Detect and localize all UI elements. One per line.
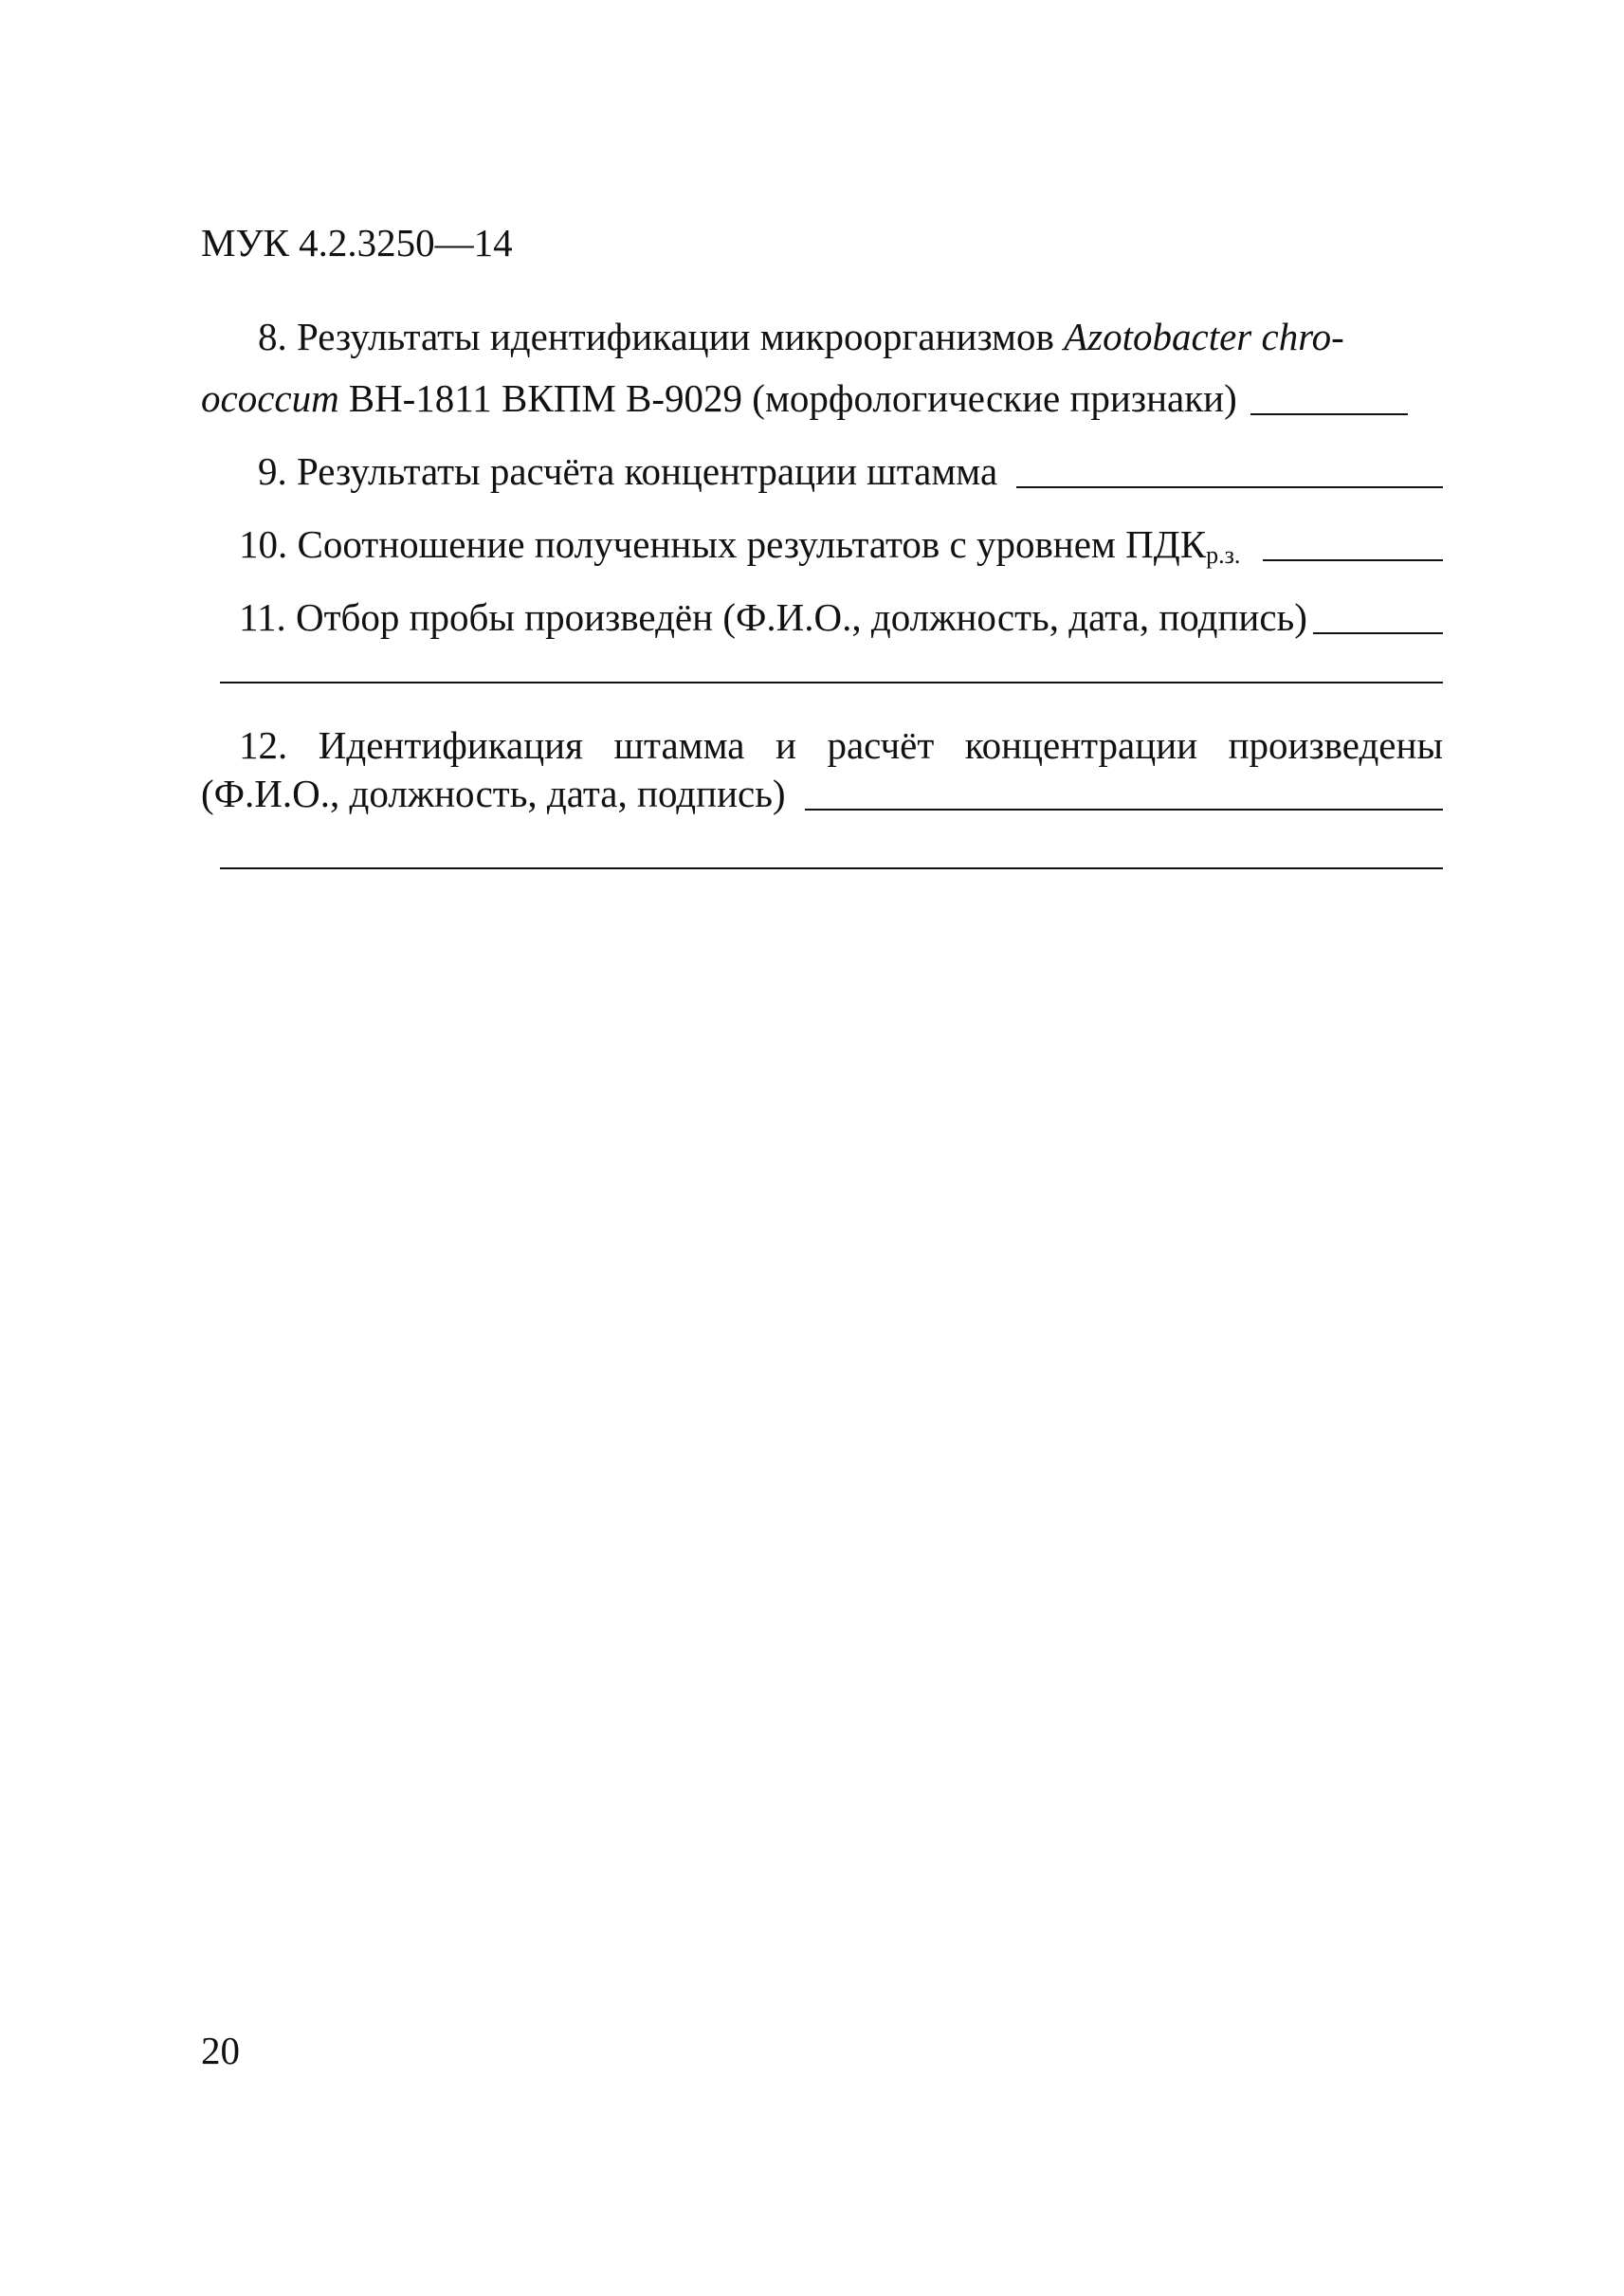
item-12-answer-line[interactable] (805, 808, 1443, 811)
item-8-species-part-b: ococcum (201, 376, 339, 420)
item-8-answer-line[interactable] (1250, 412, 1408, 415)
item-12-identification-by (201, 721, 1443, 770)
item-8-identification-results (201, 313, 1443, 361)
item-12-second-line (201, 770, 1443, 818)
item-8-lead-text: 8. Результаты идентификации микроорганизмов (258, 315, 1054, 358)
item-10-subscript: р.з. (1206, 541, 1241, 569)
item-11-sampling-by (201, 593, 1443, 642)
item-11-continuation-line[interactable] (220, 680, 1443, 683)
form-content (201, 313, 1443, 894)
item-11-text: 11. Отбор пробы произведён (Ф.И.О., должность, дата, подпись) (239, 595, 1307, 639)
item-10-main-text: 10. Соотношение полученных результатов с уровнем ПДК (239, 522, 1207, 566)
page-number: 20 (201, 2029, 240, 2072)
item-9-answer-line[interactable] (1016, 485, 1443, 488)
item-8-species-part-a: Azotobacter chro- (1064, 315, 1344, 358)
item-9-text: 9. Результаты расчёта концентрации штамма (258, 449, 998, 493)
document-code-header: МУК 4.2.3250—14 (201, 221, 513, 264)
item-10-mpc-comparison (201, 520, 1443, 569)
item-12-line-1: 12. Идентификация штамма и расчёт концентрации произведены (239, 723, 1443, 767)
item-12-line-2: (Ф.И.О., должность, дата, подпись) (201, 772, 786, 815)
item-10-text (239, 520, 1240, 569)
item-8-rest-text: ВН-1811 ВКПМ В-9029 (морфологические признаки) (348, 376, 1237, 420)
item-12-continuation-line[interactable] (220, 866, 1443, 869)
item-10-answer-line[interactable] (1263, 558, 1443, 561)
item-8-second-line (201, 374, 1443, 423)
item-9-concentration-results (201, 447, 1443, 496)
item-11-answer-line[interactable] (1313, 631, 1443, 634)
